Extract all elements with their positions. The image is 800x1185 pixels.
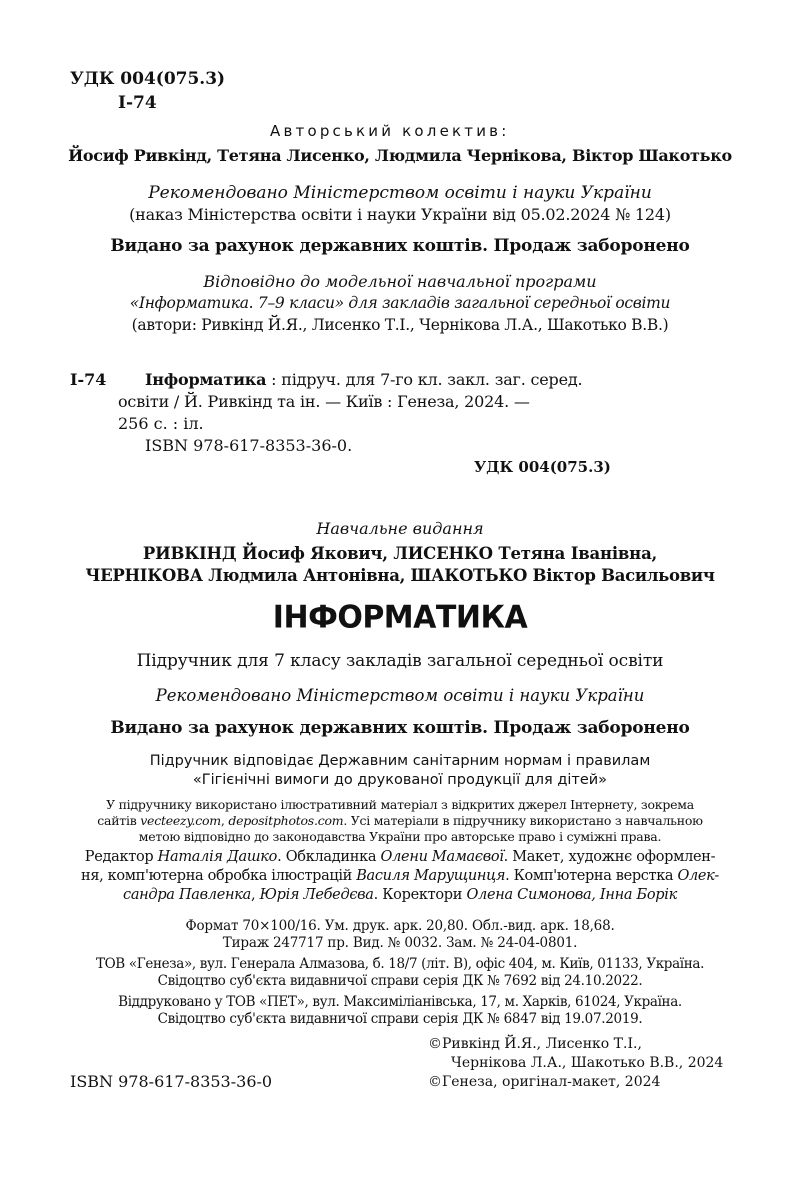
publisher-line-2: Свідоцтво суб'єкта видавничої справи серія ДК № 7692 від 24.10.2022. <box>157 973 643 989</box>
recommended-line-2: (наказ Міністерства освіти і науки України від 05.02.2024 № 124) <box>129 205 671 224</box>
authors-list: Йосиф Ривкінд, Тетяна Лисенко, Людмила Чернікова, Віктор Шакотько <box>68 146 732 165</box>
copyright-line-2: Чернікова Л.А., Шакотько В.В., 2024 <box>451 1055 724 1071</box>
illustrations-line-1: У підручнику використано ілюстративний матеріал з відкритих джерел Інтернету, зокрема <box>106 797 694 812</box>
credits-l2-a: ня, комп'ютерна обробка ілюстрацій <box>81 868 357 884</box>
biblio-line-1-rest: : підруч. для 7-го кл. закл. заг. серед. <box>266 370 583 389</box>
copyright-line-1: ©Ривкінд Й.Я., Лисенко Т.І., <box>428 1036 642 1052</box>
state-funds-notice-top: Видано за рахунок державних коштів. Продаж заборонено <box>110 236 690 256</box>
site-depositphotos: depositphotos.com <box>228 813 344 828</box>
full-authors-line-1: РИВКІНД Йосиф Якович, ЛИСЕНКО Тетяна Іванівна, <box>142 544 658 563</box>
biblio-isbn: ISBN 978-617-8353-36-0. <box>145 436 353 455</box>
credits-l1-a: Редактор <box>84 849 158 865</box>
sanitary-line-2: «Гігієнічні вимоги до друкованої продукції для дітей» <box>192 772 608 788</box>
printer-line-2: Свідоцтво суб'єкта видавничої справи серія ДК № 6847 від 19.07.2019. <box>157 1011 643 1027</box>
biblio-title: Інформатика <box>145 370 267 389</box>
format-line-1: Формат 70×100/16. Ум. друк. арк. 20,80. Обл.-вид. арк. 18,68. <box>185 918 615 934</box>
layout2-name: Юрія Лебедєва <box>259 887 374 903</box>
credits-l1-c: . Макет, художнє оформлен- <box>503 849 716 865</box>
format-line-2: Тираж 247717 пр. Вид. № 0032. Зам. № 24-04-0801. <box>222 935 578 951</box>
illustrator-name: Василя Марущинця <box>356 868 506 884</box>
book-title: ІНФОРМАТИКА <box>272 599 528 636</box>
illustrations-line-3: метою відповідно до законодавства України про авторське право і суміжні права. <box>138 829 662 844</box>
credits-l3-a: , <box>250 887 260 903</box>
illustrations-line-2-b: , <box>220 813 229 828</box>
state-funds-notice-bottom: Видано за рахунок державних коштів. Продаж заборонено <box>110 718 690 738</box>
recommended-bottom: Рекомендовано Міністерством освіти і науки України <box>155 686 645 705</box>
credits-line-3 <box>0 887 800 903</box>
proofreaders-names: Олена Симонова, Інна Борік <box>466 887 677 903</box>
publisher-line-1: ТОВ «Генеза», вул. Генерала Алмазова, б. 18/7 (літ. В), офіс 404, м. Київ, 01133, Україна. <box>95 956 705 972</box>
site-vecteezy: vecteezy.com <box>140 813 221 828</box>
recommended-line-1: Рекомендовано Міністерством освіти і науки України <box>148 183 652 203</box>
biblio-index: І-74 <box>70 370 107 389</box>
program-line-2: «Інформатика. 7–9 класи» для закладів загальної середньої освіти <box>129 294 671 312</box>
edition-type: Навчальне видання <box>316 519 484 538</box>
credits-l3-b: . Коректори <box>373 887 467 903</box>
sanitary-line-1: Підручник відповідає Державним санітарним нормам і правилам <box>149 753 651 769</box>
udk-code-top: УДК 004(075.3) <box>70 69 226 89</box>
book-subtitle: Підручник для 7 класу закладів загальної середньої освіти <box>136 651 664 671</box>
full-authors-line-2: ЧЕРНІКОВА Людмила Антонівна, ШАКОТЬКО Віктор Васильович <box>85 566 715 585</box>
biblio-line-3: 256 с. : іл. <box>118 414 204 433</box>
layout-name-part-2: сандра Павленка <box>123 887 251 903</box>
illustrations-line-2-c: . Усі матеріали в підручнику використано з навчальною <box>343 813 703 828</box>
authors-heading: Авторський колектив: <box>270 122 510 140</box>
credits-l1-b: . Обкладинка <box>277 849 381 865</box>
editor-name: Наталія Дашко <box>157 849 278 865</box>
biblio-udk: УДК 004(075.3) <box>474 458 611 476</box>
credits-line-1 <box>0 849 800 865</box>
credits-l2-b: . Комп'ютерна верстка <box>505 868 678 884</box>
isbn-bottom: ISBN 978-617-8353-36-0 <box>70 1072 273 1091</box>
credits-line-2 <box>0 868 800 884</box>
printer-line-1: Віддруковано у ТОВ «ПЕТ», вул. Максиміліанівська, 17, м. Харків, 61024, Україна. <box>118 994 682 1010</box>
illustrations-line-2 <box>0 813 800 828</box>
program-line-1: Відповідно до модельної навчальної програми <box>203 272 597 291</box>
illustrations-line-2-a: сайтів <box>97 813 141 828</box>
cover-artist-name: Олени Мамаєвої <box>380 849 504 865</box>
layout-name-part-1: Олек- <box>677 868 719 884</box>
biblio-line-1 <box>145 370 582 389</box>
biblio-line-2: освіти / Й. Ривкінд та ін. — Київ : Генеза, 2024. — <box>118 392 530 411</box>
program-line-3: (автори: Ривкінд Й.Я., Лисенко Т.І., Чернікова Л.А., Шакотько В.В.) <box>131 316 669 334</box>
copyright-line-3: ©Генеза, оригінал-макет, 2024 <box>428 1074 661 1090</box>
index-code-top: І-74 <box>118 93 157 113</box>
